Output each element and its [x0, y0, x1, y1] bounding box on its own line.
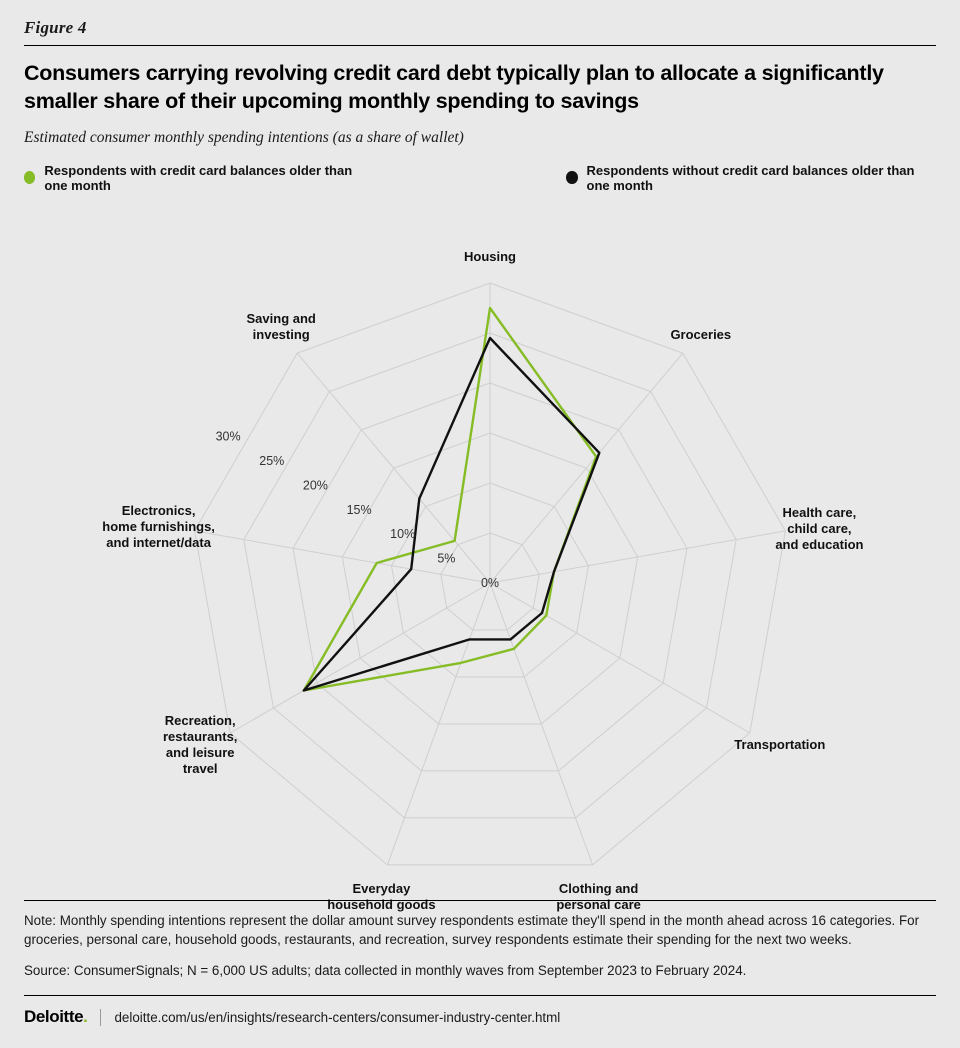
figure-label: Figure 4 — [24, 18, 87, 37]
deloitte-logo — [24, 1007, 87, 1027]
series-polygon-0 — [304, 308, 596, 691]
axis-label-8: Saving and investing — [246, 310, 316, 342]
deloitte-dot: . — [83, 1007, 88, 1026]
axis-spoke — [297, 353, 490, 583]
footer — [24, 995, 936, 1027]
axis-label-5: Everyday household goods — [327, 880, 436, 912]
axis-label-1: Groceries — [670, 326, 732, 342]
figure-subtitle: Estimated consumer monthly spending intentions (as a share of wallet) — [24, 128, 464, 146]
radial-tick-label: 0% — [480, 575, 500, 590]
legend-label-without-balances: Respondents without credit card balances older than one month — [586, 162, 915, 193]
page-title: Consumers carrying revolving credit card debt typically plan to allocate a significantly smaller share of their upcoming monthly spending to savings — [24, 61, 884, 114]
radar-chart-svg — [24, 199, 936, 912]
radial-tick-label: 10% — [390, 526, 416, 541]
footer-url[interactable]: deloitte.com/us/en/insights/research-centers/consumer-industry-center.html — [114, 1009, 561, 1025]
radial-tick-label: 25% — [259, 453, 285, 468]
axis-label-0: Housing — [464, 248, 516, 264]
axis-spoke — [490, 583, 750, 733]
axis-label-3: Transportation — [734, 736, 826, 752]
axis-label-6: Recreation, restaurants, and leisure travel — [162, 712, 238, 776]
legend-item-without-balances — [566, 163, 936, 193]
axis-spoke — [490, 531, 785, 583]
note-text: Note: Monthly spending intentions represent the dollar amount survey respondents estimate they'll spend in the month ahead across 16 categories. For groceries, personal care, household goods, restaurants, and recreation, survey respondents estimate their spending for the next two weeks. — [24, 913, 920, 948]
axis-spoke — [490, 353, 683, 583]
axis-spoke — [230, 583, 490, 733]
footer-divider — [24, 995, 936, 996]
notes-block — [24, 900, 936, 980]
axis-label-4: Clothing and personal care — [556, 880, 641, 912]
legend-label-with-balances: Respondents with credit card balances older than one month — [44, 162, 353, 193]
radial-tick-label: 20% — [302, 478, 328, 493]
axis-label-7: Electronics, home furnishings, and internet/data — [102, 502, 215, 550]
deloitte-wordmark: Deloitte — [24, 1007, 84, 1026]
chart-legend — [24, 163, 936, 193]
source-text: Source: ConsumerSignals; N = 6,000 US adults; data collected in monthly waves from September 2023 to February 2024. — [24, 963, 747, 979]
notes-divider — [24, 900, 936, 901]
axis-label-2: Health care, child care, and education — [775, 504, 864, 552]
legend-item-with-balances — [24, 163, 376, 193]
legend-dot-green — [24, 171, 35, 184]
legend-dot-black — [566, 171, 577, 184]
footer-separator — [100, 1009, 101, 1026]
radial-tick-label: 15% — [346, 502, 372, 517]
radial-tick-label: 5% — [437, 551, 456, 566]
header-divider — [24, 45, 936, 46]
radar-chart — [24, 199, 936, 912]
footer-row — [24, 1007, 936, 1027]
radial-tick-label: 30% — [215, 429, 241, 444]
